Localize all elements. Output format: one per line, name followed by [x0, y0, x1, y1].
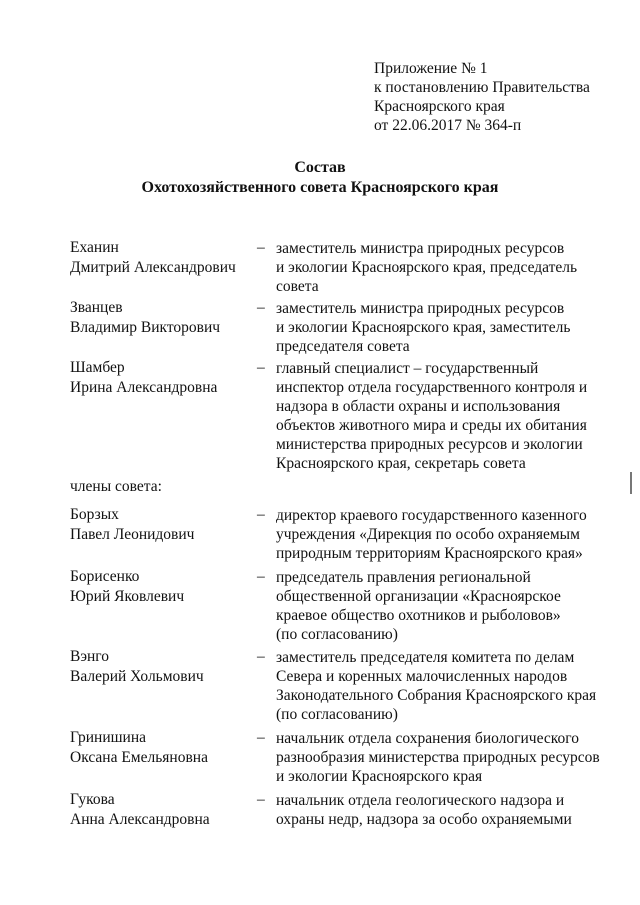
appendix-header [374, 59, 590, 135]
role-line: охраны недр, надзора за особо охраняемыми [276, 811, 572, 828]
surname: Борисенко [70, 568, 140, 585]
given-names: Владимир Викторович [70, 319, 221, 336]
role-line: Красноярского края, секретарь совета [276, 455, 526, 472]
role-line: Севера и коренных малочисленных народов [276, 668, 568, 685]
given-names: Юрий Яковлевич [70, 588, 185, 605]
role-line: краевое общество охотников и рыболовов» [276, 607, 561, 624]
role-line: председателя совета [276, 338, 410, 355]
surname: Шамбер [70, 359, 125, 376]
person-name [70, 298, 220, 338]
scan-edge-mark [630, 472, 632, 494]
dash: – [257, 568, 265, 585]
title-line-1: Состав [294, 159, 346, 176]
role-line: заместитель председателя комитета по делам [276, 649, 575, 666]
role-line: заместитель министра природных ресурсов [276, 240, 565, 257]
role-line: (по согласованию) [276, 626, 398, 643]
dash: – [257, 648, 265, 665]
role-line: совета [276, 278, 319, 295]
dash: – [257, 729, 265, 746]
person-name [70, 647, 204, 687]
given-names: Ирина Александровна [70, 379, 218, 396]
appendix-line: к постановлению Правительства [374, 79, 590, 96]
role-line: инспектор отдела государственного контроля и [276, 379, 588, 396]
person-role [276, 299, 570, 356]
person-role [276, 648, 596, 724]
role-line: общественной организации «Красноярское [276, 588, 561, 605]
person-name [70, 728, 208, 768]
role-line: начальник отдела геологического надзора и [276, 792, 565, 809]
person-role [276, 239, 577, 296]
role-line: председатель правления региональной [276, 569, 531, 586]
person-role [276, 791, 572, 829]
role-line: и экологии Красноярского края, председатель [276, 259, 578, 276]
surname: Еханин [70, 239, 119, 256]
role-line: начальник отдела сохранения биологического [276, 730, 579, 747]
role-line: и экологии Красноярского края [276, 768, 483, 785]
dash: – [257, 506, 265, 523]
dash: – [257, 299, 265, 316]
person-name [70, 567, 184, 607]
role-line: объектов животного мира и среды их обитания [276, 417, 587, 434]
appendix-line: Приложение № 1 [374, 60, 488, 77]
appendix-line: Красноярского края [374, 98, 505, 115]
dash: – [257, 359, 265, 376]
title-line-2: Охотохозяйственного совета Красноярского края [141, 179, 499, 196]
role-line: надзора в области охраны и использования [276, 398, 561, 415]
members-label: члены совета: [70, 478, 162, 495]
role-line: заместитель министра природных ресурсов [276, 300, 565, 317]
given-names: Валерий Хольмович [70, 668, 204, 685]
given-names: Анна Александровна [70, 811, 210, 828]
dash: – [257, 239, 265, 256]
surname: Гукова [70, 791, 115, 808]
given-names: Павел Леонидович [70, 526, 195, 543]
role-line: министерства природных ресурсов и экологии [276, 436, 583, 453]
dash: – [257, 791, 265, 808]
person-name [70, 238, 236, 278]
person-role [276, 729, 600, 786]
role-line: директор краевого государственного казенного [276, 507, 587, 524]
surname: Званцев [70, 299, 123, 316]
given-names: Оксана Емельяновна [70, 749, 208, 766]
role-line: природным территориям Красноярского края» [276, 545, 583, 562]
person-role [276, 359, 587, 473]
person-role [276, 506, 587, 563]
document-title [0, 158, 640, 198]
role-line: разнообразия министерства природных ресурсов [276, 749, 600, 766]
role-line: (по согласованию) [276, 706, 398, 723]
role-line: учреждения «Дирекция по особо охраняемым [276, 526, 580, 543]
surname: Вэнго [70, 648, 110, 665]
given-names: Дмитрий Александрович [70, 259, 236, 276]
surname: Борзых [70, 506, 119, 523]
person-role [276, 568, 561, 644]
person-name [70, 358, 217, 398]
role-line: главный специалист – государственный [276, 360, 539, 377]
role-line: и экологии Красноярского края, заместитель [276, 319, 571, 336]
appendix-line: от 22.06.2017 № 364-п [374, 117, 522, 134]
role-line: Законодательного Собрания Красноярского края [276, 687, 597, 704]
person-name [70, 790, 210, 830]
surname: Гринишина [70, 729, 147, 746]
person-name [70, 505, 194, 545]
